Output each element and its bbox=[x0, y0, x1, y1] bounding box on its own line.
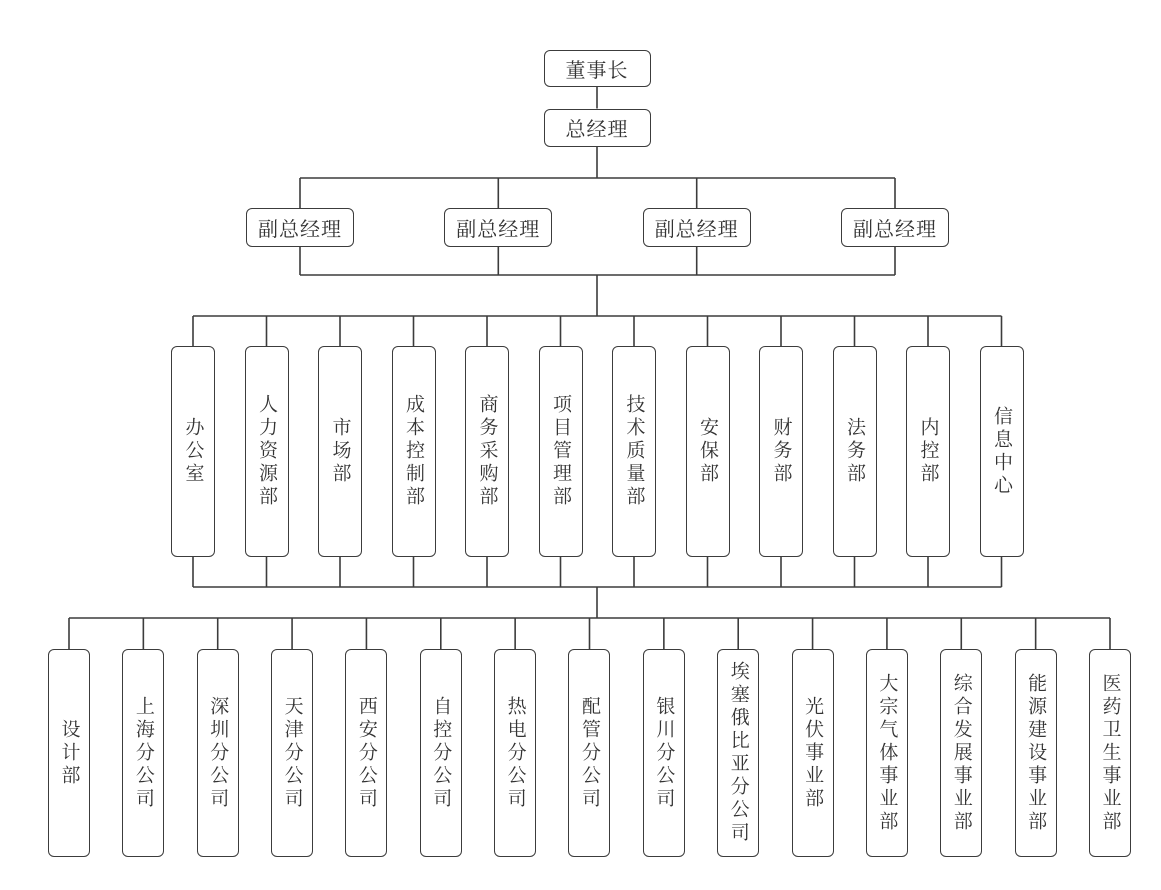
branch-node: 设计部 bbox=[48, 649, 90, 857]
branch-node: 天津分公司 bbox=[271, 649, 313, 857]
branch-node: 深圳分公司 bbox=[197, 649, 239, 857]
department-node: 人力资源部 bbox=[245, 346, 289, 557]
branch-node: 医药卫生事业部 bbox=[1089, 649, 1131, 857]
deputy-general-manager-node: 副总经理 bbox=[643, 208, 751, 247]
branch-node: 大宗气体事业部 bbox=[866, 649, 908, 857]
department-node: 技术质量部 bbox=[612, 346, 656, 557]
branch-node: 西安分公司 bbox=[345, 649, 387, 857]
department-node: 内控部 bbox=[906, 346, 950, 557]
deputy-general-manager-node: 副总经理 bbox=[841, 208, 949, 247]
branch-node: 自控分公司 bbox=[420, 649, 462, 857]
branch-node: 上海分公司 bbox=[122, 649, 164, 857]
department-node: 财务部 bbox=[759, 346, 803, 557]
department-node: 成本控制部 bbox=[392, 346, 436, 557]
chairman-node: 董事长 bbox=[544, 50, 651, 87]
branch-node: 配管分公司 bbox=[568, 649, 610, 857]
deputy-general-manager-node: 副总经理 bbox=[444, 208, 552, 247]
deputy-general-manager-node: 副总经理 bbox=[246, 208, 354, 247]
branch-node: 综合发展事业部 bbox=[940, 649, 982, 857]
department-node: 办公室 bbox=[171, 346, 215, 557]
branch-node: 光伏事业部 bbox=[792, 649, 834, 857]
branch-node: 能源建设事业部 bbox=[1015, 649, 1057, 857]
branch-node: 银川分公司 bbox=[643, 649, 685, 857]
department-node: 商务采购部 bbox=[465, 346, 509, 557]
department-node: 法务部 bbox=[833, 346, 877, 557]
general-manager-node: 总经理 bbox=[544, 109, 651, 147]
department-node: 安保部 bbox=[686, 346, 730, 557]
department-node: 项目管理部 bbox=[539, 346, 583, 557]
branch-node: 埃塞俄比亚分公司 bbox=[717, 649, 759, 857]
department-node: 市场部 bbox=[318, 346, 362, 557]
branch-node: 热电分公司 bbox=[494, 649, 536, 857]
department-node: 信息中心 bbox=[980, 346, 1024, 557]
